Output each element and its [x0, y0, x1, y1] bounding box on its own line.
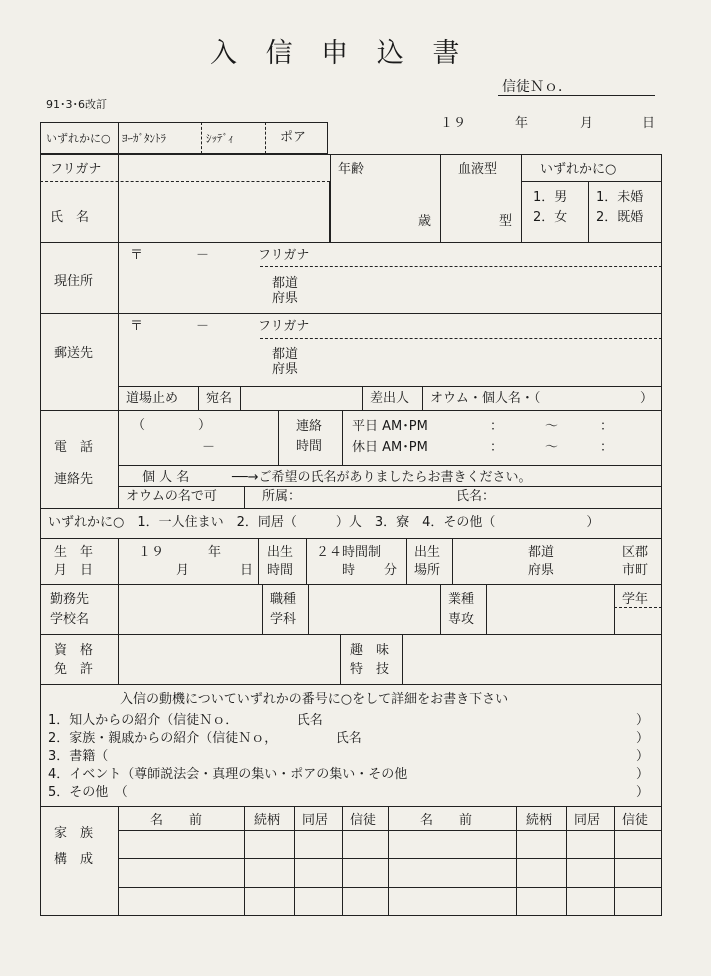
- addressee-label: 宛名: [206, 391, 233, 406]
- divider: [40, 508, 662, 509]
- dojo-hold-option[interactable]: 道場止め: [126, 391, 179, 406]
- divider: [40, 634, 662, 635]
- current-prefecture-1: 都道: [272, 276, 299, 291]
- contact-time-label-1: 連絡: [296, 419, 323, 434]
- divider: [118, 887, 662, 888]
- divider: [118, 386, 662, 387]
- gender-female[interactable]: 2．女: [533, 210, 568, 225]
- contact-label: 連絡先: [54, 472, 94, 487]
- divider: [118, 830, 662, 831]
- divider: [306, 538, 307, 584]
- divider: [342, 410, 343, 465]
- divider: [240, 386, 241, 410]
- current-furigana-label: フリガナ: [258, 248, 310, 263]
- name-preference-note: ──→ご希望の氏名がありましたらお書きください。: [232, 470, 532, 485]
- date-year-unit: 年: [515, 116, 529, 131]
- motive-option-5[interactable]: 5．その他 （: [48, 785, 128, 800]
- divider: [40, 584, 662, 585]
- sender-close-paren: ）: [640, 391, 654, 406]
- motive-option-5-close: ）: [636, 785, 650, 800]
- page-title: 入 信 申 込 書: [210, 38, 470, 69]
- family-believer-header-left: 信徒: [350, 813, 377, 828]
- course-option-yoga-tantra[interactable]: ﾖｰｶﾞﾀﾝﾄﾗ: [122, 132, 166, 145]
- motive-option-3[interactable]: 3．書籍（: [48, 749, 109, 764]
- mailing-address-label: 郵送先: [54, 346, 94, 361]
- divider: [342, 806, 343, 916]
- birthdate-label-1: 生 年: [54, 545, 94, 560]
- divider: [40, 538, 662, 539]
- weekday-colon-2: ：: [600, 419, 614, 434]
- divider: [614, 584, 615, 634]
- divider: [265, 122, 266, 154]
- divider: [362, 386, 363, 410]
- affiliation-label: 所属：: [262, 489, 302, 504]
- divider: [406, 538, 407, 584]
- believer-no-line: [498, 95, 655, 96]
- birth-time-label-1: 出生: [267, 545, 294, 560]
- grade-label: 学年: [622, 592, 649, 607]
- course-option-poa[interactable]: ポア: [280, 130, 307, 145]
- school-label: 学校名: [50, 612, 90, 627]
- family-living-header-right: 同居: [574, 813, 601, 828]
- family-living-header-left: 同居: [302, 813, 329, 828]
- divider: [330, 154, 331, 242]
- divider: [388, 806, 389, 916]
- divider: [201, 122, 202, 154]
- divider: [40, 410, 662, 411]
- divider: [40, 806, 662, 807]
- date-month: 月: [580, 116, 594, 131]
- believer-no-label: 信徒Ｎｏ．: [502, 79, 572, 95]
- holiday-colon-2: ：: [600, 440, 614, 455]
- aum-name-option[interactable]: オウムの名で可: [126, 489, 217, 504]
- birth-minute-unit: 分: [384, 563, 398, 578]
- divider: [422, 386, 423, 410]
- mailing-postal-mark: 〒: [130, 319, 144, 334]
- divider: [118, 486, 662, 487]
- divider: [118, 122, 119, 154]
- divider: [278, 410, 279, 465]
- phone-dash: －: [202, 440, 216, 455]
- birth-time-label-2: 時間: [267, 563, 294, 578]
- birth-year-prefix: １９: [138, 545, 165, 560]
- hobby-label: 趣 味: [350, 643, 390, 658]
- main-form-frame: [40, 154, 662, 916]
- divider: [294, 806, 295, 916]
- job-type-label: 職種: [270, 592, 297, 607]
- divider: [588, 181, 589, 242]
- qualification-label-1: 資 格: [54, 643, 94, 658]
- living-situation-options[interactable]: いずれかに○ 1．一人住まい 2．同居（ ）人 3．寮 4．その他（ ）: [48, 515, 600, 530]
- divider: [118, 634, 119, 684]
- motive-option-4[interactable]: 4．イベント（尊師説法会・真理の集い・ポアの集い・その他: [48, 767, 408, 782]
- divider: [402, 634, 403, 684]
- blood-type-unit: 型: [499, 214, 513, 229]
- name-field[interactable]: [118, 182, 330, 242]
- time-system-label: ２４時間制: [316, 545, 382, 560]
- course-option-siddhi[interactable]: ｼｯﾃﾞｨ: [206, 132, 234, 145]
- phone-label: 電 話: [54, 440, 94, 455]
- divider: [440, 584, 441, 634]
- divider: [40, 684, 662, 685]
- mailing-prefecture-2: 府県: [272, 362, 299, 377]
- weekday-ampm[interactable]: 平日 AM･PM: [352, 419, 428, 434]
- phone-area-open: （: [132, 418, 146, 433]
- divider: [118, 584, 119, 634]
- motive-option-2[interactable]: 2．家族・親戚からの紹介（信徒Ｎｏ， 氏名: [48, 731, 362, 746]
- divider: [452, 538, 453, 584]
- birth-place-label-2: 場所: [414, 563, 441, 578]
- divider: [262, 584, 263, 634]
- family-believer-header-right: 信徒: [622, 813, 649, 828]
- motive-instruction: 入信の動機についていずれかの番号に○をして詳細をお書き下さい: [120, 692, 509, 707]
- qualification-label-2: 免 許: [54, 662, 94, 677]
- divider: [440, 154, 441, 242]
- major-label: 専攻: [448, 612, 475, 627]
- family-name-header-left: 名 前: [150, 813, 203, 828]
- holiday-colon: ：: [490, 440, 504, 455]
- course-select-label: いずれかに○: [46, 132, 111, 145]
- divider: [340, 634, 341, 684]
- birth-ward-2: 市町: [622, 563, 649, 578]
- personal-name-option[interactable]: 個 人 名: [142, 470, 190, 485]
- gender-marital-label: いずれかに○: [540, 162, 617, 177]
- family-label-2: 構 成: [54, 852, 94, 867]
- birth-ward-1: 区郡: [622, 545, 649, 560]
- contact-time-label-2: 時間: [296, 439, 323, 454]
- holy-name-label: 氏名：: [456, 489, 496, 504]
- grade-dashed-line: [614, 607, 662, 608]
- birth-month-unit: 月: [176, 563, 190, 578]
- divider: [198, 386, 199, 410]
- divider: [486, 584, 487, 634]
- divider: [118, 538, 119, 584]
- divider: [244, 806, 245, 916]
- divider: [118, 806, 119, 916]
- sender-options[interactable]: オウム・個人名・（: [430, 391, 541, 406]
- divider: [566, 806, 567, 916]
- birth-year-unit: 年: [208, 545, 222, 560]
- workplace-label: 勤務先: [50, 592, 90, 607]
- current-postal-dash: －: [196, 248, 210, 263]
- department-label: 学科: [270, 612, 297, 627]
- holiday-ampm[interactable]: 休日 AM･PM: [352, 440, 428, 455]
- family-label-1: 家 族: [54, 826, 94, 841]
- birth-prefecture-1: 都道: [528, 545, 555, 560]
- divider: [614, 806, 615, 916]
- revision-date: 91･3･6改訂: [46, 98, 107, 111]
- birth-place-label-1: 出生: [414, 545, 441, 560]
- sender-label: 差出人: [370, 391, 410, 406]
- divider: [258, 538, 259, 584]
- motive-option-4-close: ）: [636, 767, 650, 782]
- motive-option-1-close: ）: [636, 713, 650, 728]
- divider: [40, 313, 662, 314]
- divider: [40, 242, 662, 243]
- divider: [118, 242, 119, 313]
- mailing-prefecture-1: 都道: [272, 347, 299, 362]
- current-furigana-line: [260, 266, 662, 267]
- industry-label: 業種: [448, 592, 475, 607]
- birth-hour-unit: 時: [342, 563, 356, 578]
- weekday-colon: ：: [490, 419, 504, 434]
- birth-day-unit: 日: [240, 563, 254, 578]
- motive-option-3-close: ）: [636, 749, 650, 764]
- marital-married[interactable]: 2．既婚: [596, 210, 644, 225]
- motive-option-1[interactable]: 1．知人からの紹介（信徒Ｎｏ． 氏名: [48, 713, 323, 728]
- motive-option-2-close: ）: [636, 731, 650, 746]
- family-relation-header-left: 続柄: [254, 813, 281, 828]
- divider: [521, 154, 522, 242]
- divider: [244, 486, 245, 508]
- furigana-label: フリガナ: [50, 162, 102, 177]
- gender-male[interactable]: 1．男: [533, 190, 568, 205]
- skill-label: 特 技: [350, 662, 390, 677]
- phone-area-close: ）: [198, 418, 212, 433]
- blood-type-label: 血液型: [458, 162, 498, 177]
- date-year-prefix: １９: [440, 116, 467, 131]
- birth-prefecture-2: 府県: [528, 563, 555, 578]
- name-label: 氏 名: [50, 210, 90, 225]
- divider: [516, 806, 517, 916]
- divider: [118, 313, 119, 410]
- age-label: 年齢: [338, 162, 365, 177]
- divider: [118, 410, 119, 508]
- family-relation-header-right: 続柄: [526, 813, 553, 828]
- weekday-tilde: ～: [545, 419, 559, 434]
- divider: [118, 465, 662, 466]
- divider: [521, 181, 662, 182]
- mailing-postal-dash: －: [196, 319, 210, 334]
- divider: [118, 858, 662, 859]
- mailing-furigana-line: [260, 338, 662, 339]
- marital-single[interactable]: 1．未婚: [596, 190, 644, 205]
- holiday-tilde: ～: [545, 440, 559, 455]
- family-name-header-right: 名 前: [420, 813, 473, 828]
- current-postal-mark: 〒: [130, 248, 144, 263]
- current-address-label: 現住所: [54, 274, 94, 289]
- divider: [308, 584, 309, 634]
- age-unit: 歳: [418, 214, 432, 229]
- mailing-furigana-label: フリガナ: [258, 319, 310, 334]
- date-day: 日: [642, 116, 656, 131]
- birthdate-label-2: 月 日: [54, 563, 94, 578]
- current-prefecture-2: 府県: [272, 291, 299, 306]
